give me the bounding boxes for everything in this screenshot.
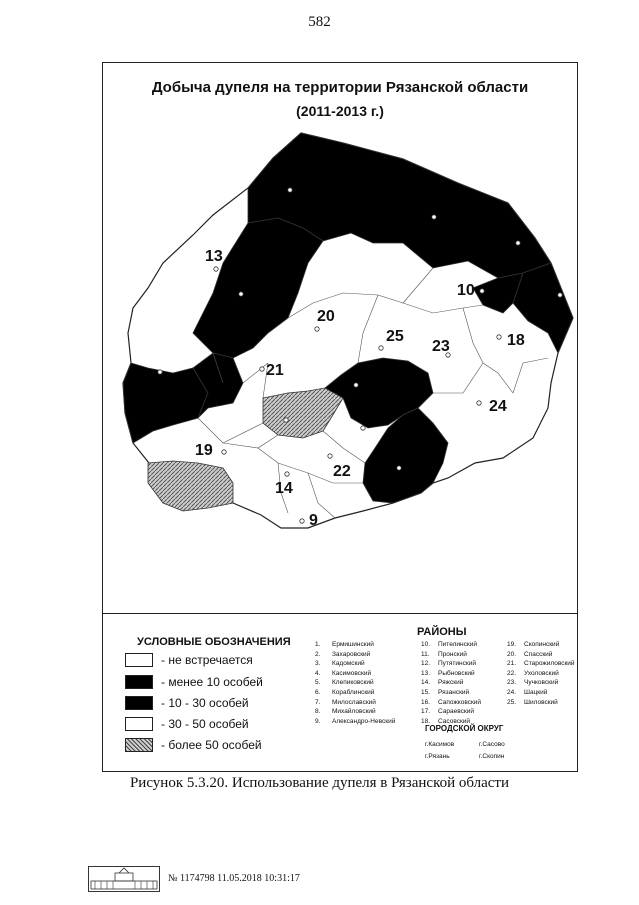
district-name: Сасовский — [438, 717, 471, 725]
district-list-item — [315, 669, 395, 679]
legend-swatch-gt50 — [125, 738, 153, 752]
district-name: Захаровский — [332, 650, 371, 658]
district-name: Рыбновский — [438, 669, 475, 677]
figure-caption: Рисунок 5.3.20. Использование дупеля в Рязанской области — [129, 775, 510, 791]
district-number: 9. — [315, 717, 321, 725]
district-number: 25. — [507, 698, 517, 706]
district-name: Спасский — [524, 650, 553, 658]
map-label-20: 20 — [317, 308, 335, 325]
district-number: 4. — [315, 669, 321, 677]
page-number: 582 — [308, 14, 331, 30]
district-number: 7. — [315, 698, 321, 706]
district-list-item — [507, 669, 575, 679]
district-list-item — [421, 640, 481, 650]
map-label-13: 13 — [205, 248, 223, 265]
legend-title: УСЛОВНЫЕ ОБОЗНАЧЕНИЯ — [137, 636, 291, 648]
district-list-item — [507, 640, 575, 650]
district-number: 14. — [421, 679, 431, 687]
map-label-22: 22 — [333, 463, 351, 480]
okrug-item: г.Касимов — [425, 741, 455, 748]
district-number: 5. — [315, 679, 321, 687]
map-label-10: 10 — [457, 282, 475, 299]
district-list-item — [315, 707, 395, 717]
district-name: Ряжский — [438, 679, 464, 687]
district-number: 3. — [315, 660, 321, 668]
district-number: 11. — [421, 650, 430, 658]
district-list-item — [421, 659, 481, 669]
okrug-item: г.Сасово — [479, 741, 505, 748]
district-number: 23. — [507, 679, 517, 687]
okrug-item: г.Скопин — [479, 753, 505, 760]
map-frame: Добыча дупеля на территории Рязанской области (2011-2013 г.) 13 10 20 25 23 18 21 24 19 22 14 9 УСЛОВНЫЕ ОБОЗНАЧЕНИЯ - не встречается - менее 10 особей - 10 - 30 особей - 30 - 50 особей - более 50 особей РАЙОНЫ 1. Ермишинский 2. Захаровский 3. Кадомский 4. Касимовский 5. Клепиковский 6. Кораблинский 7. Милославский 8. Михайловский 9. Александро-Невский 10. Пителинский 11. Пронский 12. Путятинский 13. Рыбновский 14. Ряжский 15. Рязанский 16. Сапожковский 17. Сараевский 18. Сасовский 19. Скопинский 20. Спасский 21. Старожиловский 22. Ухоловский 23. Чучковский 24. Шацкий 25. Шиловский ГОРОДСКОЙ ОКРУГ г.Касимов г.Сасово г.Рязань г.Скопин — [102, 62, 578, 772]
district-list-item — [421, 698, 481, 708]
district-name: Александро-Невский — [332, 717, 396, 725]
district-hatch-south — [148, 461, 233, 511]
district-name: Шиловский — [524, 698, 558, 706]
district-list-item — [421, 707, 481, 717]
district-number: 22. — [507, 669, 517, 677]
map-label-25: 25 — [386, 328, 404, 345]
district-number: 15. — [421, 688, 431, 696]
district-number: 1. — [315, 641, 321, 648]
district-number: 20. — [507, 650, 517, 658]
district-name: Касимовский — [332, 669, 372, 677]
district-number: 6. — [315, 688, 321, 696]
district-list-item — [315, 678, 395, 688]
district-list-item — [507, 698, 575, 708]
district-list-item — [507, 650, 575, 660]
district-list-item — [315, 659, 395, 669]
okrug-title: ГОРОДСКОЙ ОКРУГ — [425, 724, 504, 733]
district-name: Сапожковский — [438, 698, 482, 706]
district-list-item — [507, 688, 575, 698]
district-list-item — [315, 688, 395, 698]
district-name: Ермишинский — [332, 641, 374, 648]
okrug-item: г.Рязань — [425, 753, 450, 760]
district-number: 12. — [421, 660, 431, 668]
region-map — [103, 63, 577, 611]
district-number: 2. — [315, 650, 321, 658]
district-number: 16. — [421, 698, 431, 706]
district-name: Кораблинский — [332, 688, 375, 696]
district-name: Кадомский — [332, 660, 365, 668]
district-name: Старожиловский — [524, 660, 575, 668]
map-label-9: 9 — [309, 512, 318, 529]
map-label-23: 23 — [432, 338, 450, 355]
districts-title: РАЙОНЫ — [417, 626, 467, 638]
district-number: 17. — [421, 708, 431, 716]
district-name: Клепиковский — [332, 679, 374, 687]
map-label-18: 18 — [507, 332, 525, 349]
district-name: Пителинский — [438, 641, 477, 648]
map-label-14: 14 — [275, 480, 293, 497]
district-number: 21. — [507, 660, 517, 668]
map-title: Добыча дупеля на территории Рязанской области — [151, 79, 529, 96]
district-name: Пронский — [438, 650, 467, 658]
district-name: Скопинский — [524, 641, 560, 648]
legend-swatch-none — [125, 653, 153, 667]
districts-column-1 — [315, 640, 395, 726]
district-number: 19. — [507, 641, 517, 648]
district-number: 8. — [315, 708, 321, 716]
district-number: 18. — [421, 717, 431, 725]
district-list-item — [507, 678, 575, 688]
district-name: Шацкий — [524, 688, 548, 696]
footer-stamp-text: № 1174798 11.05.2018 10:31:17 — [168, 873, 300, 884]
district-number: 13. — [421, 669, 431, 677]
legend-swatch-lt10 — [125, 675, 153, 689]
district-name: Рязанский — [438, 688, 470, 696]
district-list-item — [421, 669, 481, 679]
district-name: Ухоловский — [524, 669, 559, 677]
legend-swatch-10-30 — [125, 696, 153, 710]
map-label-21: 21 — [266, 362, 284, 379]
map-label-19: 19 — [195, 442, 213, 459]
district-list-item — [421, 678, 481, 688]
map-label-24: 24 — [489, 398, 507, 415]
district-list-item — [421, 650, 481, 660]
district-number: 24. — [507, 688, 517, 696]
district-list-item — [507, 659, 575, 669]
district-name: Милославский — [332, 698, 376, 706]
districts-column-3 — [507, 640, 575, 707]
legend-swatch-30-50 — [125, 717, 153, 731]
districts-column-2 — [421, 640, 481, 726]
building-logo — [88, 866, 160, 892]
district-list-item — [315, 650, 395, 660]
district-list-item — [315, 640, 395, 650]
district-name: Михайловский — [332, 708, 376, 716]
district-name: Сараевский — [438, 708, 474, 716]
district-list-item — [315, 717, 395, 727]
legend-divider — [103, 613, 577, 614]
district-list-item — [315, 698, 395, 708]
map-subtitle: (2011-2013 г.) — [296, 103, 384, 119]
district-name: Чучковский — [524, 679, 559, 687]
district-list-item — [421, 688, 481, 698]
district-number: 10. — [421, 641, 431, 648]
district-name: Путятинский — [438, 660, 476, 668]
